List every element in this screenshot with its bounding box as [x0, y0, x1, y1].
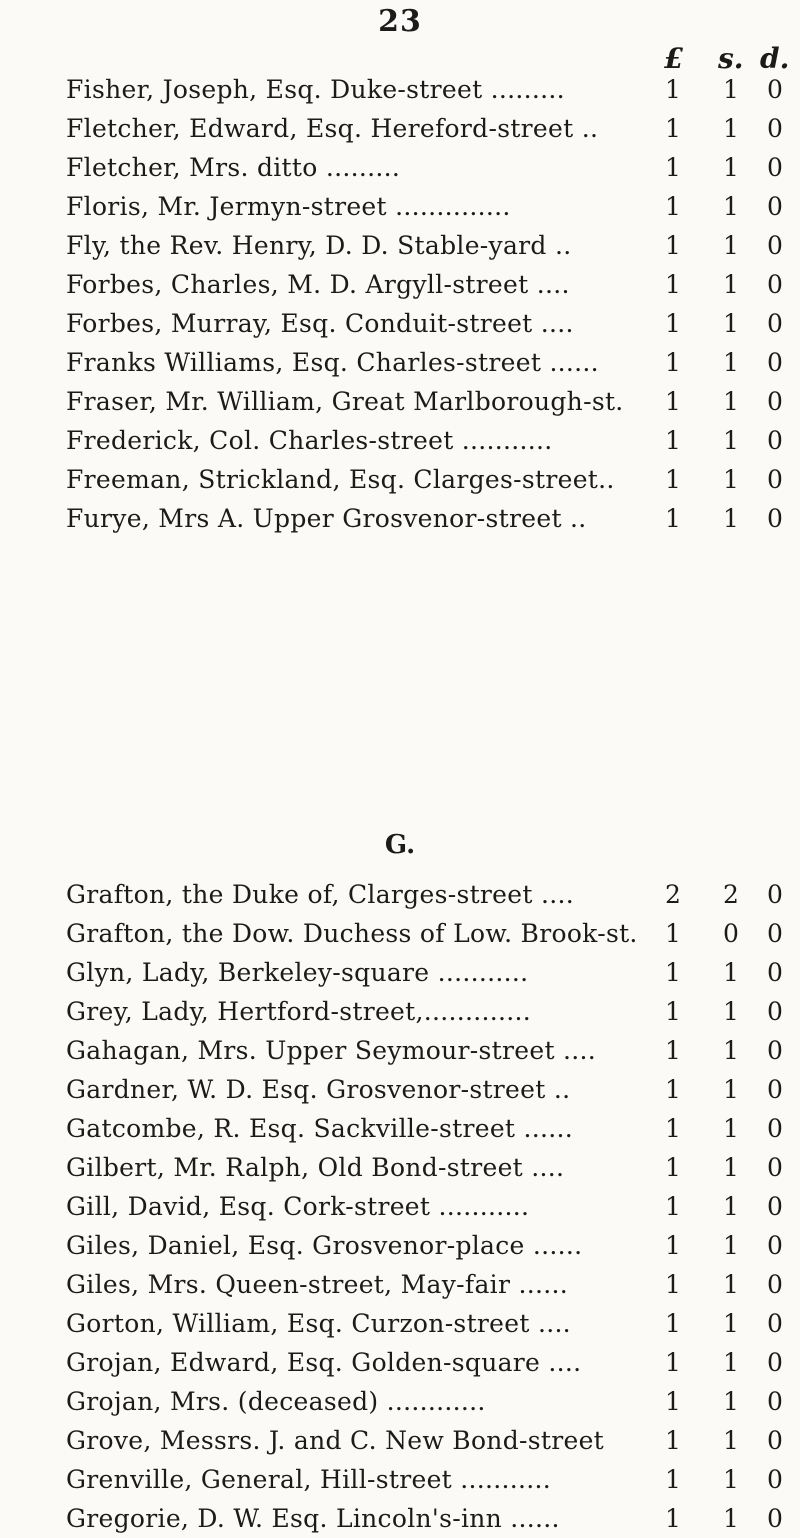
subscriber-row: [0, 1304, 800, 1343]
shillings-amount: 2: [723, 880, 739, 909]
subscriber-row: [0, 1382, 800, 1421]
subscriber-row: [0, 499, 800, 538]
subscriber-name: Gahagan, Mrs. Upper Seymour-street ....: [66, 1036, 597, 1065]
pence-amount: 0: [767, 1192, 783, 1221]
subscriber-name: Grafton, the Duke of, Clarges-street ....: [66, 880, 574, 909]
subscriber-name: Grove, Messrs. J. and C. New Bond-street: [66, 1426, 605, 1455]
pence-amount: 0: [767, 504, 783, 533]
shillings-amount: 1: [723, 1387, 739, 1416]
subscriber-name: Gorton, William, Esq. Curzon-street ....: [66, 1309, 571, 1338]
shillings-amount: 1: [723, 997, 739, 1026]
pounds-amount: 1: [665, 1465, 681, 1494]
shillings-amount: 1: [723, 270, 739, 299]
subscriber-list-g: [0, 875, 800, 1538]
pounds-amount: 1: [665, 1231, 681, 1260]
pence-amount: 0: [767, 919, 783, 948]
shillings-amount: 1: [723, 426, 739, 455]
pence-column-header: d.: [760, 42, 790, 75]
pounds-amount: 1: [665, 426, 681, 455]
subscriber-name: Glyn, Lady, Berkeley-square ...........: [66, 958, 529, 987]
subscriber-name: Gilbert, Mr. Ralph, Old Bond-street ....: [66, 1153, 565, 1182]
subscriber-name: Forbes, Charles, M. D. Argyll-street ....: [66, 270, 570, 299]
subscriber-name: Furye, Mrs A. Upper Grosvenor-street ..: [66, 504, 587, 533]
pounds-amount: 1: [665, 1036, 681, 1065]
pounds-amount: 2: [665, 880, 681, 909]
shillings-amount: 0: [723, 919, 739, 948]
pounds-amount: 1: [665, 387, 681, 416]
subscriber-row: [0, 1343, 800, 1382]
pence-amount: 0: [767, 997, 783, 1026]
subscriber-name: Grafton, the Dow. Duchess of Low. Brook-st.: [66, 919, 638, 948]
subscriber-row: [0, 460, 800, 499]
shillings-amount: 1: [723, 231, 739, 260]
pence-amount: 0: [767, 114, 783, 143]
shillings-amount: 1: [723, 153, 739, 182]
pence-amount: 0: [767, 75, 783, 104]
pounds-amount: 1: [665, 270, 681, 299]
subscriber-name: Fisher, Joseph, Esq. Duke-street .........: [66, 75, 565, 104]
subscriber-name: Gill, David, Esq. Cork-street ...........: [66, 1192, 530, 1221]
pounds-amount: 1: [665, 1504, 681, 1533]
shillings-amount: 1: [723, 1465, 739, 1494]
pence-amount: 0: [767, 1075, 783, 1104]
pounds-amount: 1: [665, 1387, 681, 1416]
shillings-amount: 1: [723, 1348, 739, 1377]
pence-amount: 0: [767, 426, 783, 455]
pence-amount: 0: [767, 231, 783, 260]
pounds-amount: 1: [665, 997, 681, 1026]
subscriber-name: Giles, Mrs. Queen-street, May-fair ......: [66, 1270, 568, 1299]
pence-amount: 0: [767, 1036, 783, 1065]
subscriber-name: Franks Williams, Esq. Charles-street ......: [66, 348, 599, 377]
subscriber-name: Gatcombe, R. Esq. Sackville-street ......: [66, 1114, 573, 1143]
pounds-amount: 1: [665, 1153, 681, 1182]
pence-amount: 0: [767, 1114, 783, 1143]
subscriber-name: Grey, Lady, Hertford-street,.............: [66, 997, 531, 1026]
subscriber-row: [0, 1460, 800, 1499]
subscriber-row: [0, 953, 800, 992]
subscriber-name: Gardner, W. D. Esq. Grosvenor-street ..: [66, 1075, 571, 1104]
subscriber-name: Grojan, Edward, Esq. Golden-square ....: [66, 1348, 582, 1377]
pounds-amount: 1: [665, 1270, 681, 1299]
pounds-amount: 1: [665, 75, 681, 104]
shillings-amount: 1: [723, 504, 739, 533]
shillings-amount: 1: [723, 1075, 739, 1104]
shillings-amount: 1: [723, 1231, 739, 1260]
shillings-amount: 1: [723, 1504, 739, 1533]
pence-amount: 0: [767, 1426, 783, 1455]
subscriber-row: [0, 343, 800, 382]
pence-amount: 0: [767, 1504, 783, 1533]
subscriber-name: Fletcher, Mrs. ditto .........: [66, 153, 401, 182]
subscriber-row: [0, 109, 800, 148]
pounds-amount: 1: [665, 958, 681, 987]
subscriber-name: Grojan, Mrs. (deceased) ............: [66, 1387, 486, 1416]
subscriber-row: [0, 1070, 800, 1109]
shillings-amount: 1: [723, 465, 739, 494]
subscriber-row: [0, 875, 800, 914]
subscriber-row: [0, 187, 800, 226]
pounds-amount: 1: [665, 919, 681, 948]
subscriber-row: [0, 1226, 800, 1265]
pence-amount: 0: [767, 1309, 783, 1338]
subscriber-row: [0, 70, 800, 109]
pence-amount: 0: [767, 270, 783, 299]
pence-amount: 0: [767, 309, 783, 338]
pounds-amount: 1: [665, 192, 681, 221]
pence-amount: 0: [767, 1231, 783, 1260]
pence-amount: 0: [767, 880, 783, 909]
pounds-amount: 1: [665, 1192, 681, 1221]
pounds-amount: 1: [665, 1075, 681, 1104]
section-heading-g: G.: [384, 830, 416, 860]
pounds-amount: 1: [665, 231, 681, 260]
shillings-amount: 1: [723, 958, 739, 987]
pence-amount: 0: [767, 192, 783, 221]
subscriber-name: Giles, Daniel, Esq. Grosvenor-place ......: [66, 1231, 583, 1260]
subscriber-name: Floris, Mr. Jermyn-street ..............: [66, 192, 511, 221]
shillings-amount: 1: [723, 114, 739, 143]
shillings-amount: 1: [723, 1036, 739, 1065]
subscriber-row: [0, 1265, 800, 1304]
subscriber-row: [0, 914, 800, 953]
subscriber-name: Fraser, Mr. William, Great Marlborough-st.: [66, 387, 624, 416]
subscriber-list-f: [0, 70, 800, 538]
subscriber-row: [0, 1499, 800, 1538]
shillings-amount: 1: [723, 348, 739, 377]
subscriber-row: [0, 992, 800, 1031]
shillings-amount: 1: [723, 1114, 739, 1143]
subscriber-row: [0, 1421, 800, 1460]
subscriber-row: [0, 304, 800, 343]
subscriber-name: Fly, the Rev. Henry, D. D. Stable-yard ..: [66, 231, 572, 260]
shillings-column-header: s.: [718, 42, 744, 75]
subscriber-row: [0, 1148, 800, 1187]
pence-amount: 0: [767, 1387, 783, 1416]
pence-amount: 0: [767, 348, 783, 377]
subscriber-name: Forbes, Murray, Esq. Conduit-street ....: [66, 309, 574, 338]
shillings-amount: 1: [723, 1153, 739, 1182]
subscriber-name: Frederick, Col. Charles-street ...........: [66, 426, 553, 455]
subscriber-row: [0, 148, 800, 187]
pounds-column-header: £: [664, 42, 684, 75]
pence-amount: 0: [767, 1465, 783, 1494]
pounds-amount: 1: [665, 309, 681, 338]
page-number: 23: [378, 4, 422, 39]
pence-amount: 0: [767, 387, 783, 416]
shillings-amount: 1: [723, 387, 739, 416]
pence-amount: 0: [767, 1270, 783, 1299]
subscriber-name: Freeman, Strickland, Esq. Clarges-street..: [66, 465, 615, 494]
pence-amount: 0: [767, 153, 783, 182]
subscriber-name: Fletcher, Edward, Esq. Hereford-street ..: [66, 114, 599, 143]
shillings-amount: 1: [723, 1192, 739, 1221]
pence-amount: 0: [767, 1153, 783, 1182]
shillings-amount: 1: [723, 309, 739, 338]
pence-amount: 0: [767, 465, 783, 494]
pounds-amount: 1: [665, 504, 681, 533]
pounds-amount: 1: [665, 153, 681, 182]
subscriber-row: [0, 226, 800, 265]
subscriber-row: [0, 265, 800, 304]
shillings-amount: 1: [723, 1270, 739, 1299]
shillings-amount: 1: [723, 1426, 739, 1455]
pounds-amount: 1: [665, 114, 681, 143]
subscriber-name: Grenville, General, Hill-street ...........: [66, 1465, 551, 1494]
subscriber-row: [0, 1109, 800, 1148]
subscriber-row: [0, 421, 800, 460]
shillings-amount: 1: [723, 1309, 739, 1338]
pounds-amount: 1: [665, 1309, 681, 1338]
pounds-amount: 1: [665, 1114, 681, 1143]
subscriber-row: [0, 382, 800, 421]
pounds-amount: 1: [665, 465, 681, 494]
pounds-amount: 1: [665, 1348, 681, 1377]
shillings-amount: 1: [723, 75, 739, 104]
shillings-amount: 1: [723, 192, 739, 221]
subscriber-row: [0, 1187, 800, 1226]
pence-amount: 0: [767, 1348, 783, 1377]
pounds-amount: 1: [665, 1426, 681, 1455]
subscriber-name: Gregorie, D. W. Esq. Lincoln's-inn ......: [66, 1504, 560, 1533]
subscriber-row: [0, 1031, 800, 1070]
pounds-amount: 1: [665, 348, 681, 377]
pence-amount: 0: [767, 958, 783, 987]
